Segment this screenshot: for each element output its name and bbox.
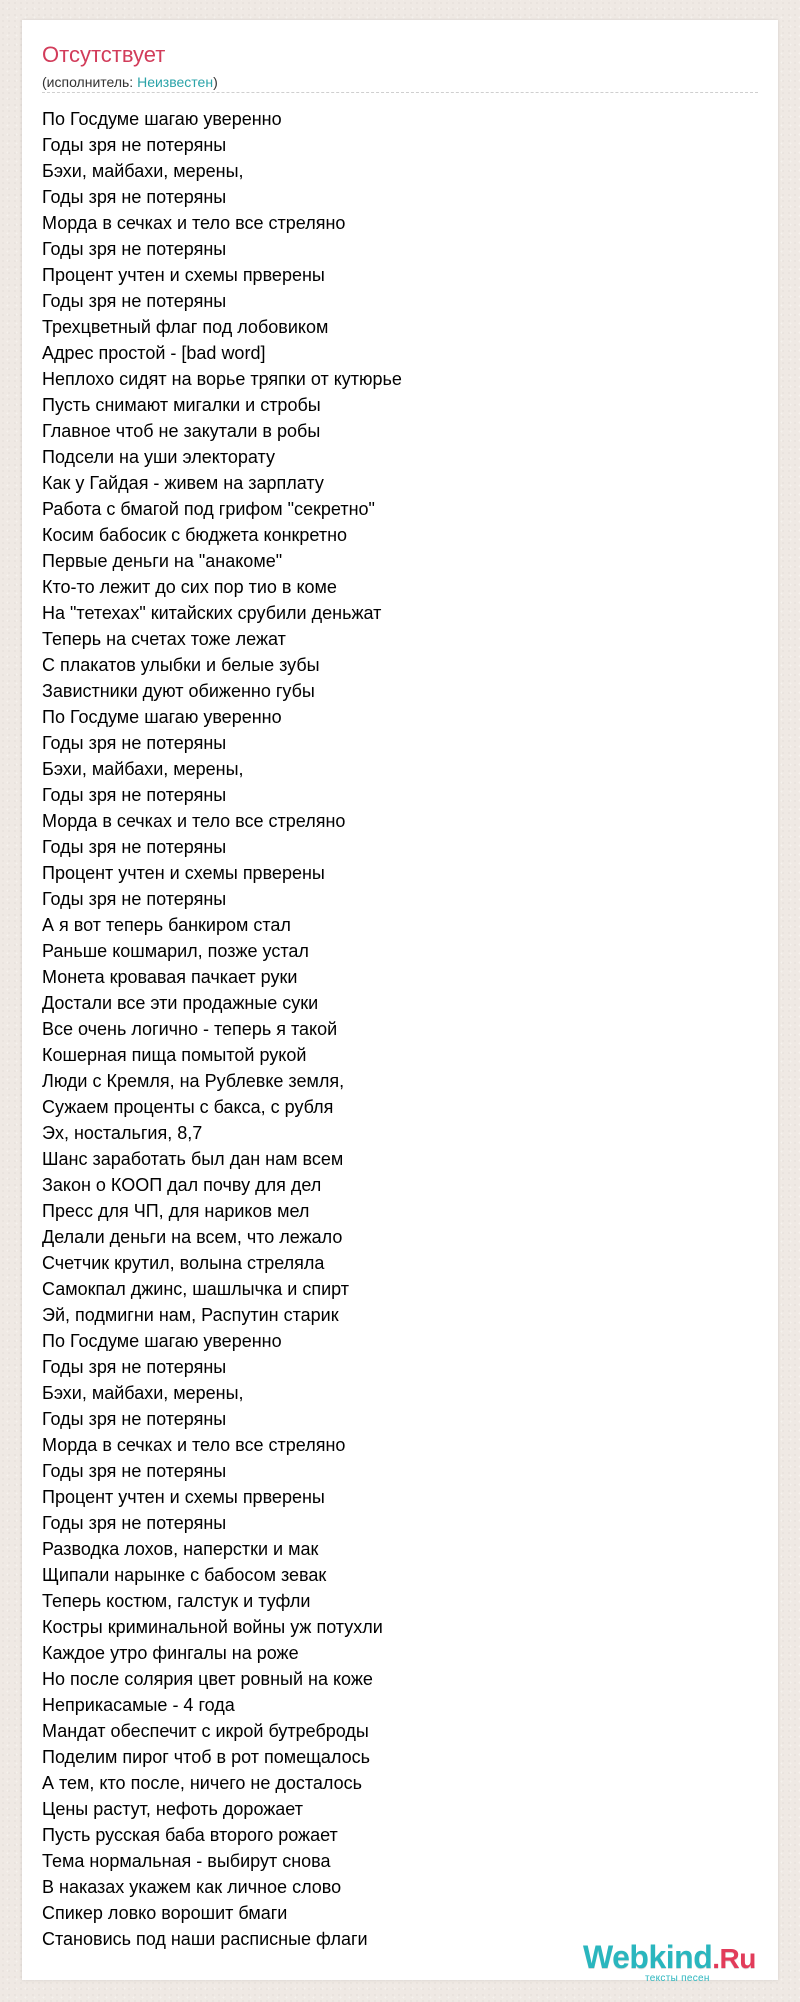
lyric-line: А тем, кто после, ничего не досталось (42, 1773, 363, 1793)
lyric-line: Делали деньги на всем, что лежало (42, 1227, 343, 1247)
lyric-line: Но после солярия цвет ровный на коже (42, 1669, 373, 1689)
lyric-line: Раньше кошмарил, позже устал (42, 941, 309, 961)
artist-suffix: ) (213, 74, 218, 90)
lyric-line: Годы зря не потеряны (42, 733, 227, 753)
lyrics-list (42, 106, 402, 1952)
lyric-line: Все очень логично - теперь я такой (42, 1019, 338, 1039)
lyric-line: Годы зря не потеряны (42, 889, 227, 909)
lyric-line: Процент учтен и схемы прверены (42, 1487, 325, 1507)
lyric-line: Годы зря не потеряны (42, 1409, 227, 1429)
lyric-line: Процент учтен и схемы прверены (42, 265, 325, 285)
lyric-line: Сужаем проценты с бакса, с рубля (42, 1097, 334, 1117)
lyric-line: Теперь костюм, галстук и туфли (42, 1591, 311, 1611)
artist-prefix: (исполнитель: (42, 74, 138, 90)
lyric-line: А я вот теперь банкиром стал (42, 915, 291, 935)
lyric-line: По Госдуме шагаю уверенно (42, 109, 282, 129)
lyric-line: Пресс для ЧП, для нариков мел (42, 1201, 310, 1221)
lyric-line: Кто-то лежит до сих пор тио в коме (42, 577, 337, 597)
logo-domain-text: .Ru (712, 1943, 756, 1974)
artist-link[interactable]: Неизвестен (137, 74, 214, 90)
lyric-line: Пусть снимают мигалки и стробы (42, 395, 321, 415)
lyric-line: Адрес простой - [bad word] (42, 343, 266, 363)
lyric-line: Люди с Кремля, на Рублевке земля, (42, 1071, 345, 1091)
lyric-line: Теперь на счетах тоже лежат (42, 629, 286, 649)
lyric-line: С плакатов улыбки и белые зубы (42, 655, 320, 675)
lyric-line: Эх, ностальгия, 8,7 (42, 1123, 203, 1143)
lyric-line: Неприкасамые - 4 года (42, 1695, 235, 1715)
lyric-line: На "тетехах" китайских срубили деньжат (42, 603, 382, 623)
site-logo[interactable] (583, 1940, 783, 1990)
lyric-line: Годы зря не потеряны (42, 1513, 227, 1533)
lyric-line: Годы зря не потеряны (42, 239, 227, 259)
lyric-line: Годы зря не потеряны (42, 1461, 227, 1481)
logo-main-text: Webkind (583, 1939, 713, 1975)
lyric-line: Разводка лохов, наперстки и мак (42, 1539, 319, 1559)
lyric-line: Морда в сечках и тело все стреляно (42, 1435, 346, 1455)
lyric-line: Поделим пирог чтоб в рот помещалось (42, 1747, 371, 1767)
lyric-line: Первые деньги на "анакоме" (42, 551, 283, 571)
lyric-line: Годы зря не потеряны (42, 291, 227, 311)
lyric-line: Бэхи, майбахи, мерены, (42, 161, 244, 181)
lyric-line: Закон о КООП дал почву для дел (42, 1175, 322, 1195)
lyric-line: Монета кровавая пачкает руки (42, 967, 298, 987)
lyric-line: Бэхи, майбахи, мерены, (42, 1383, 244, 1403)
lyric-line: Самокпал джинс, шашлычка и спирт (42, 1279, 349, 1299)
title-separator (42, 92, 758, 93)
lyric-line: Главное чтоб не закутали в робы (42, 421, 321, 441)
lyric-line: Подсели на уши электорату (42, 447, 275, 467)
lyric-line: Пусть русская баба второго рожает (42, 1825, 338, 1845)
lyric-line: Завистники дуют обиженно губы (42, 681, 315, 701)
lyric-line: В наказах укажем как личное слово (42, 1877, 342, 1897)
logo-tagline: тексты песен (645, 1973, 710, 1984)
lyric-line: Морда в сечках и тело все стреляно (42, 811, 346, 831)
lyric-line: Годы зря не потеряны (42, 837, 227, 857)
lyric-line: Бэхи, майбахи, мерены, (42, 759, 244, 779)
lyric-line: Работа с бмагой под грифом "секретно" (42, 499, 375, 519)
lyric-line: Косим бабосик с бюджета конкретно (42, 525, 348, 545)
lyric-line: Годы зря не потеряны (42, 785, 227, 805)
lyric-line: По Госдуме шагаю уверенно (42, 707, 282, 727)
lyric-line: Каждое утро фингалы на роже (42, 1643, 299, 1663)
lyric-line: Морда в сечках и тело все стреляно (42, 213, 346, 233)
lyric-line: Счетчик крутил, волына стреляла (42, 1253, 325, 1273)
lyrics-card (22, 20, 778, 1980)
lyric-line: Мандат обеспечит с икрой бутреброды (42, 1721, 369, 1741)
lyric-line: Щипали нарынке с бабосом зевак (42, 1565, 327, 1585)
lyric-line: Становись под наши расписные флаги (42, 1929, 368, 1949)
lyric-line: Годы зря не потеряны (42, 1357, 227, 1377)
lyric-line: Трехцветный флаг под лобовиком (42, 317, 329, 337)
lyric-line: Эй, подмигни нам, Распутин старик (42, 1305, 339, 1325)
lyric-line: Тема нормальная - выбирут снова (42, 1851, 331, 1871)
lyric-line: Кошерная пища помытой рукой (42, 1045, 307, 1065)
lyric-line: Шанс заработать был дан нам всем (42, 1149, 344, 1169)
lyric-line: По Госдуме шагаю уверенно (42, 1331, 282, 1351)
lyric-line: Неплохо сидят на ворье тряпки от кутюрье (42, 369, 402, 389)
lyric-line: Спикер ловко ворошит бмаги (42, 1903, 288, 1923)
logo-wordmark (583, 1940, 783, 1976)
lyric-line: Как у Гайдая - живем на зарплату (42, 473, 324, 493)
lyric-line: Достали все эти продажные суки (42, 993, 319, 1013)
lyric-line: Процент учтен и схемы прверены (42, 863, 325, 883)
lyric-line: Цены растут, нефоть дорожает (42, 1799, 303, 1819)
lyric-line: Костры криминальной войны уж потухли (42, 1617, 383, 1637)
lyric-line: Годы зря не потеряны (42, 135, 227, 155)
artist-line (42, 74, 218, 91)
lyric-line: Годы зря не потеряны (42, 187, 227, 207)
song-title: Отсутствует (42, 42, 166, 67)
